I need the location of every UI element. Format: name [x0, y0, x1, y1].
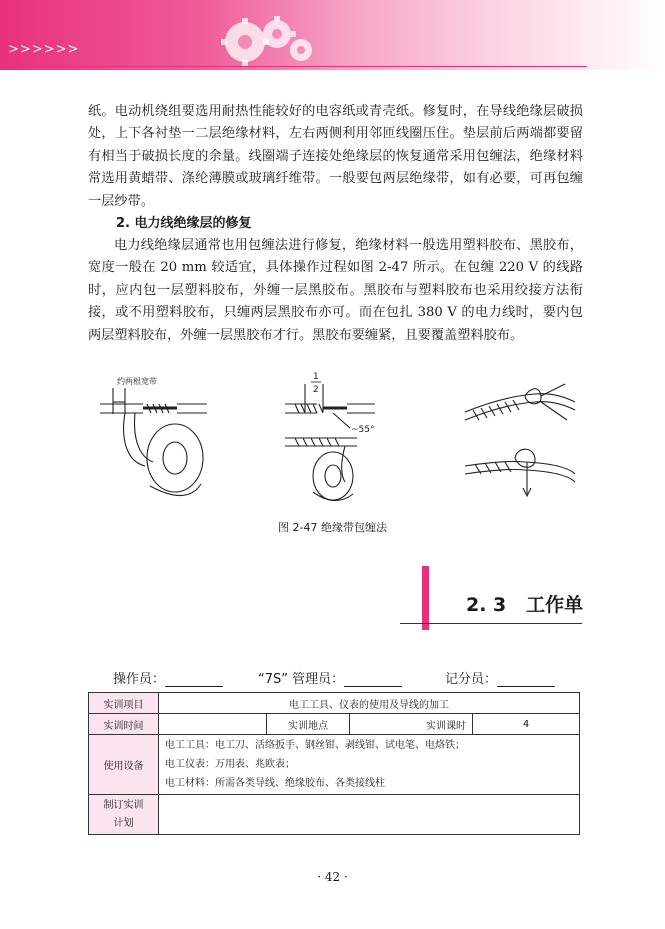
scorer-blank[interactable]	[497, 673, 555, 687]
equipment-cell	[159, 735, 580, 795]
paragraph-1: 纸。电动机绕组要选用耐热性能较好的电容纸或青壳纸。修复时，在导线绝缘层破损处，上下各衬垫一二层绝缘材料，左右两侧利用邻匝线圈压住。垫层前后两端都要留有相当于破损长度的余量。线圈端子连接处绝缘层的恢复通常采用包缠法，绝缘材料常选用黄蜡带、涤纶薄膜或玻璃纤维带。一般要包两层绝缘带，如有必要，可再包缠一层纱带。	[88, 104, 583, 209]
paragraph-2: 电力线绝缘层通常也用包缠法进行修复，绝缘材料一般选用塑料胶布、黑胶布，宽度一般在 20 mm 较适宜，具体操作过程如图 2-47 所示。在包缠 220 V 的线路时，应内包一层塑料胶布，外缠一层黑胶布。黑胶布与塑料胶布也采用绞接方法衔接，或不用塑料胶布，只缠两层黑胶布亦可。而在包扎 380 V 的电力线时，要内包两层塑料胶布，外缠一层黑胶布才行。黑胶布要缠紧，且要覆盖塑料胶布。	[88, 238, 583, 343]
figure-label-fraction-num: 1	[313, 372, 319, 382]
header-band	[0, 0, 665, 70]
operator-field	[113, 668, 223, 687]
scorer-field	[445, 668, 555, 687]
training-time-value[interactable]	[159, 714, 267, 735]
header-rule	[12, 66, 587, 67]
plan-label	[89, 795, 159, 835]
figure-label-width: 约两根宽带	[117, 377, 157, 386]
figure-panel-2	[285, 384, 375, 501]
gear-decoration-icon	[215, 12, 325, 70]
figure-panel-1	[100, 388, 207, 496]
section-rule	[400, 623, 582, 624]
figure-label-angle: ~55°	[351, 425, 375, 435]
training-hours-label: 实训课时	[350, 714, 473, 735]
plan-value[interactable]	[159, 795, 580, 835]
table-row	[89, 693, 580, 714]
section-accent-bar	[422, 566, 429, 630]
training-project-value: 电工工具、仪表的使用及导线的加工	[159, 693, 580, 714]
equipment-materials: 电工材料：所需各类导线、绝缘胶布、各类接线柱	[165, 778, 385, 789]
header-arrows: >>>>>>	[8, 42, 80, 57]
manager-blank[interactable]	[344, 673, 402, 687]
section-title	[466, 590, 583, 617]
equipment-meters: 电工仪表：万用表、兆欧表；	[165, 759, 295, 770]
worksheet-table	[88, 692, 580, 835]
figure-caption: 图 2-47 绝缘带包缠法	[278, 521, 387, 534]
section-name: 工作单	[526, 594, 584, 616]
equipment-label: 使用设备	[89, 735, 159, 795]
plan-label-line2: 计划	[113, 817, 134, 829]
subheading: 2. 电力线绝缘层的修复	[116, 216, 252, 231]
figure-panel-3	[465, 384, 575, 496]
manager-label: “7S” 管理员：	[258, 672, 345, 687]
plan-label-line1: 制订实训	[103, 799, 144, 811]
scorer-label: 记分员：	[445, 672, 498, 687]
page-number: · 42 ·	[317, 870, 348, 884]
training-time-label: 实训时间	[89, 714, 159, 735]
training-place-label: 实训地点	[267, 714, 350, 735]
training-project-label: 实训项目	[89, 693, 159, 714]
training-hours-value: 4	[473, 714, 580, 735]
operator-label: 操作员：	[113, 672, 166, 687]
wrapping-figure	[95, 366, 580, 512]
operator-blank[interactable]	[165, 673, 223, 687]
table-row	[89, 795, 580, 835]
table-row	[89, 714, 580, 735]
figure-label-fraction-den: 2	[313, 385, 319, 395]
section-number: 2. 3	[466, 594, 507, 616]
manager-field	[258, 668, 402, 687]
equipment-tools: 电工工具：电工刀、活络扳手、钢丝钳、剥线钳、试电笔、电烙铁；	[165, 740, 465, 751]
table-row	[89, 735, 580, 795]
